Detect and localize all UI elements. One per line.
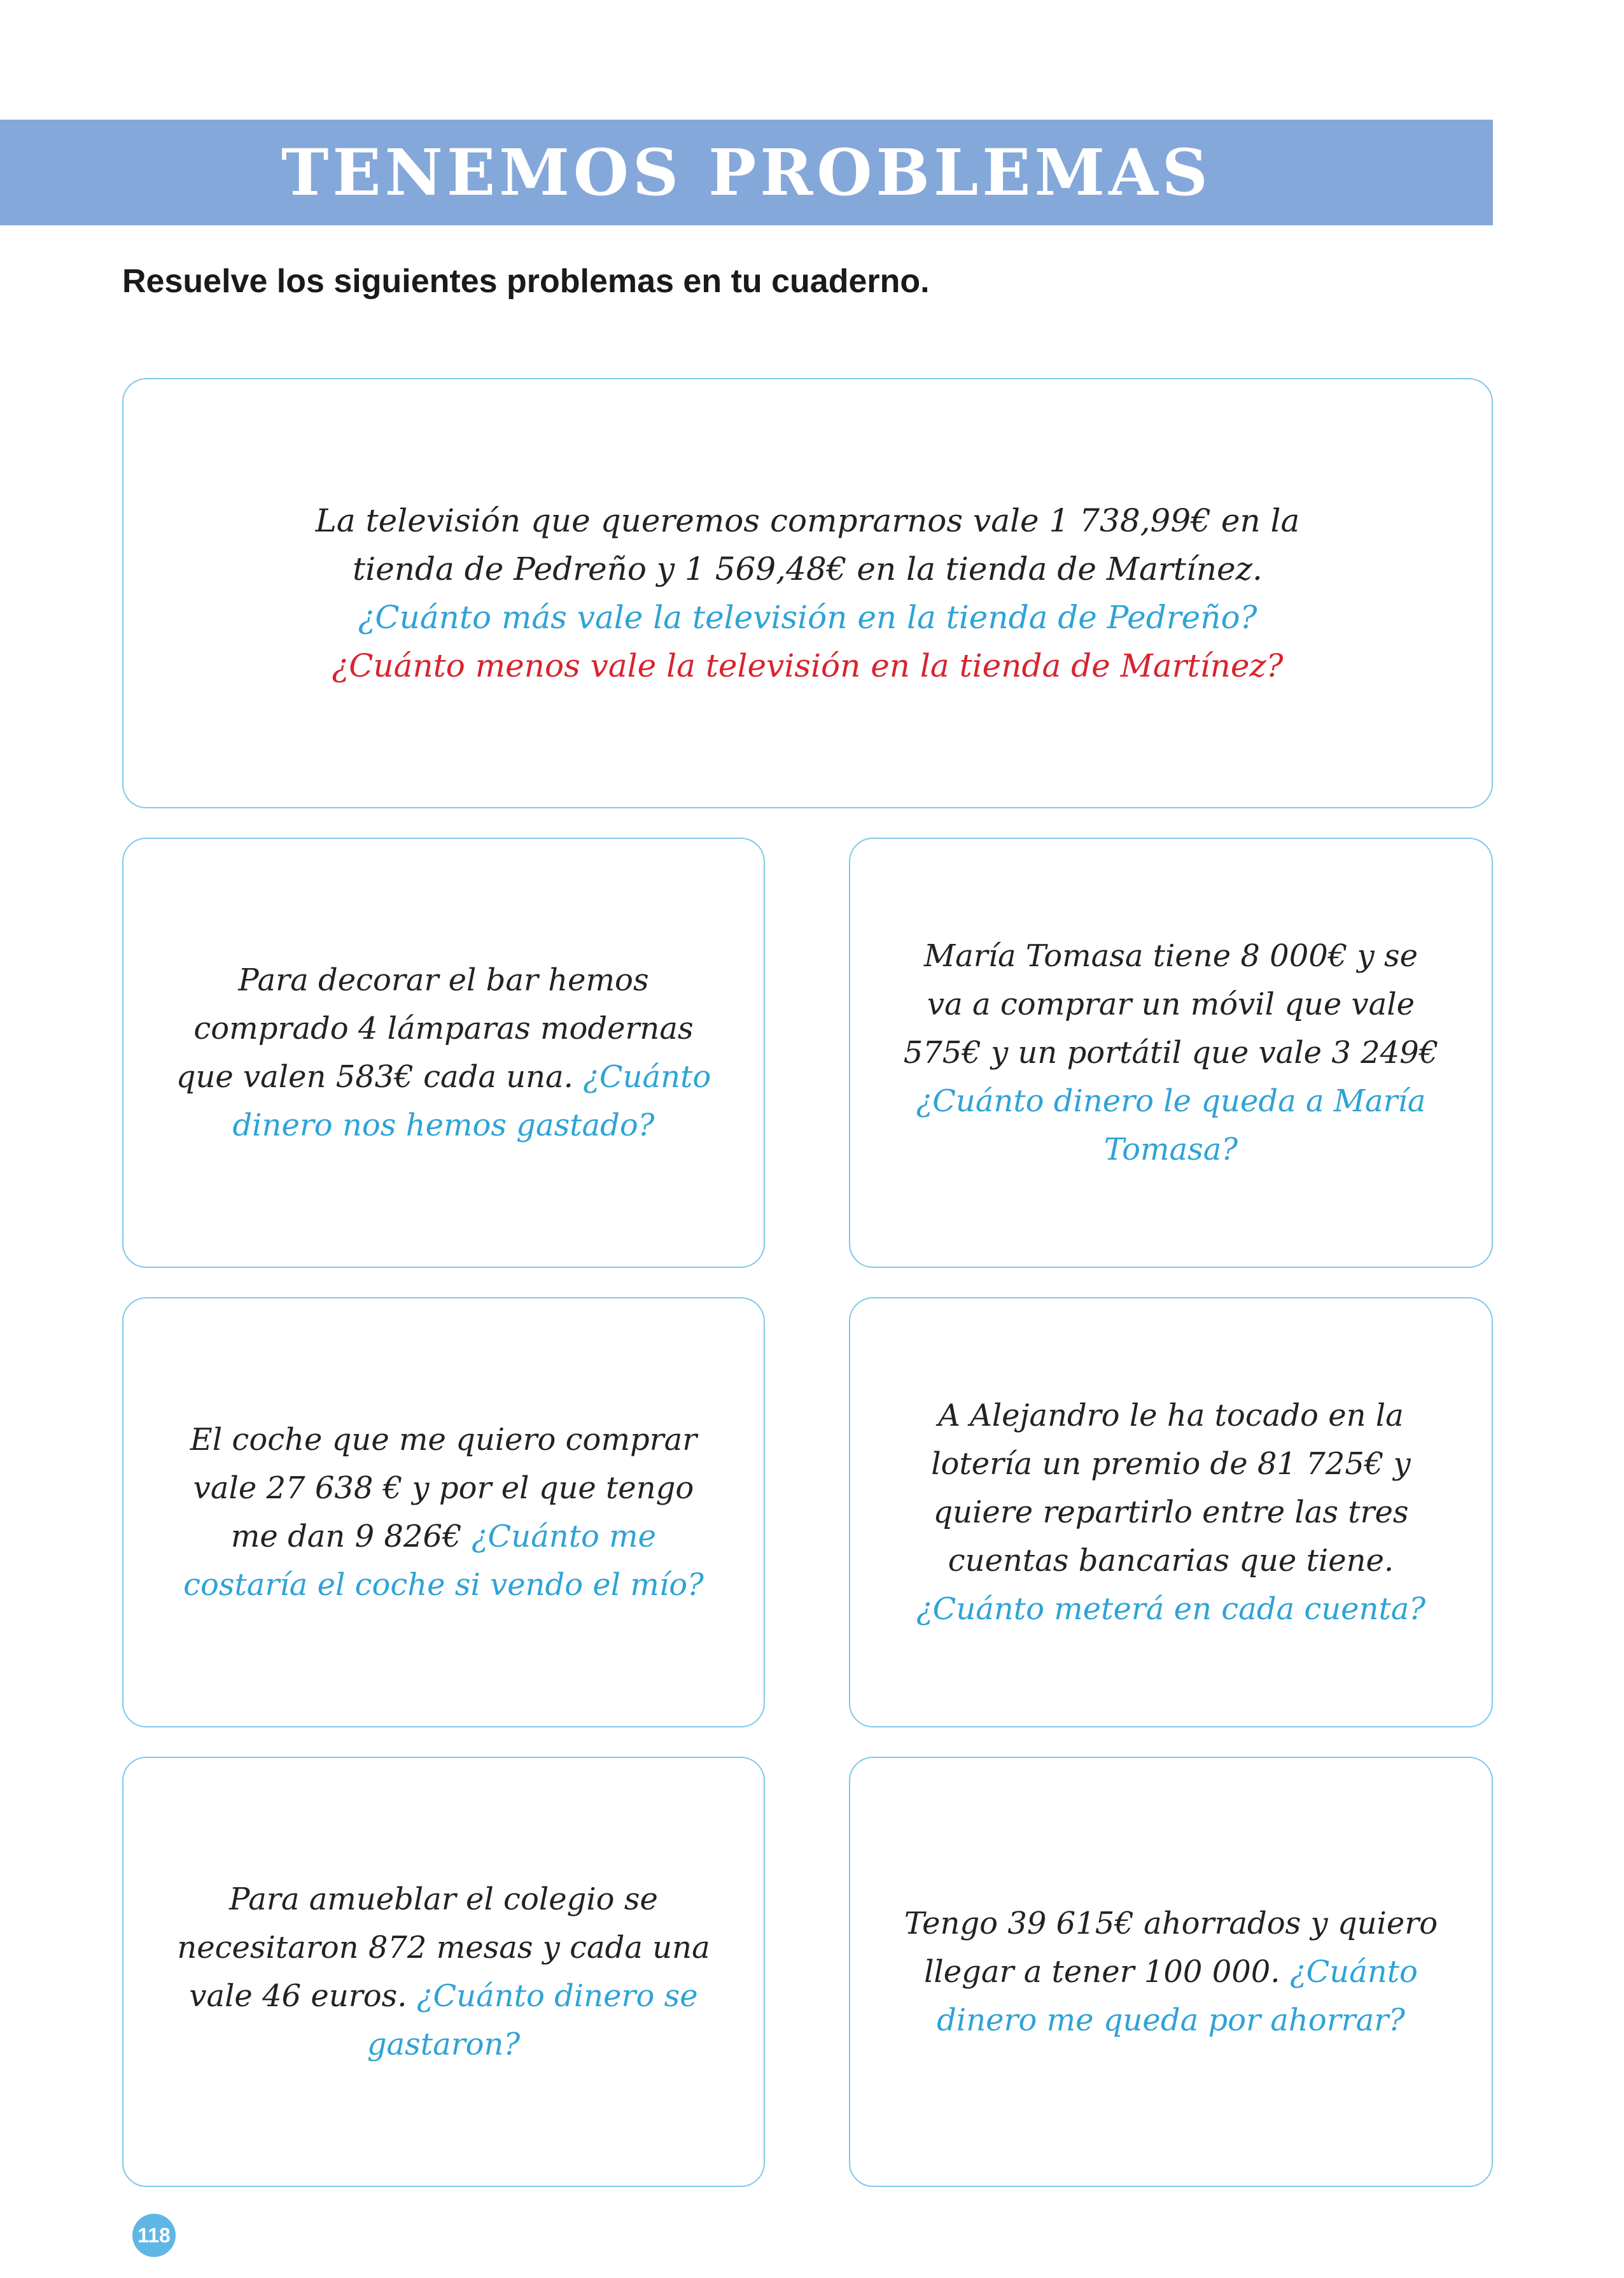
problem-card-tv: [122, 378, 1493, 808]
question-blue: dinero nos hemos gastado?: [232, 1107, 655, 1143]
problem-text-tv: La televisión que queremos comprarnos vale 1 738,99€ en la tienda de Pedreño y 1 569,48€ en la tienda de Martínez. ¿Cuánto más vale la televisión en la tienda de Pedreño? ¿Cuánto menos vale la televisión en la tienda de Martínez?: [315, 502, 1300, 684]
problem-card-maria: [849, 838, 1493, 1268]
question-blue: ¿Cuánto: [1289, 1954, 1418, 1990]
question-blue: ¿Cuánto meterá en cada cuenta?: [916, 1591, 1426, 1627]
problem-text-maria: María Tomasa tiene 8 000€ y se va a comprar un móvil que vale 575€ y un portátil que vale 3 249€ ¿Cuánto dinero le queda a María Tomasa?: [903, 938, 1439, 1167]
page-number: 118: [132, 2214, 176, 2257]
problem-text-car: El coche que me quiero comprar vale 27 638 € y por el que tengo me dan 9 826€ ¿Cuánto me costaría el coche si vendo el mío?: [183, 1422, 704, 1603]
question-blue: ¿Cuánto dinero le queda a María: [916, 1083, 1426, 1119]
question-blue: costaría el coche si vendo el mío?: [183, 1567, 704, 1603]
question-blue: ¿Cuánto más vale la televisión en la tienda de Pedreño?: [358, 599, 1257, 636]
question-blue: dinero me queda por ahorrar?: [937, 2002, 1405, 2038]
problem-card-lamps: [122, 838, 765, 1268]
question-blue: gastaron?: [367, 2027, 521, 2062]
problem-card-savings: [849, 1757, 1493, 2187]
title-banner: [0, 120, 1493, 225]
problem-card-school: [122, 1757, 765, 2187]
problem-card-car: [122, 1297, 765, 1727]
instruction-text: Resuelve los siguientes problemas en tu cuaderno.: [122, 263, 930, 300]
problem-card-lottery: [849, 1297, 1493, 1727]
problem-text-savings: Tengo 39 615€ ahorrados y quiero llegar a tener 100 000. ¿Cuánto dinero me queda por ahorrar?: [904, 1906, 1438, 2038]
question-blue: ¿Cuánto: [583, 1059, 711, 1095]
problem-text-lamps: Para decorar el bar hemos comprado 4 lámparas modernas que valen 583€ cada una. ¿Cuánto dinero nos hemos gastado?: [176, 962, 711, 1143]
problem-text-lottery: A Alejandro le ha tocado en la lotería un premio de 81 725€ y quiere repartirlo entre las tres cuentas bancarias que tiene. ¿Cuánto meterá en cada cuenta?: [916, 1398, 1426, 1627]
question-red: ¿Cuánto menos vale la televisión en la tienda de Martínez?: [332, 647, 1284, 684]
problem-text-school: Para amueblar el colegio se necesitaron 872 mesas y cada una vale 46 euros. ¿Cuánto dinero se gastaron?: [177, 1881, 710, 2062]
question-blue: ¿Cuánto dinero se: [416, 1978, 698, 2014]
question-blue: ¿Cuánto me: [471, 1519, 657, 1554]
page-title: TENEMOS PROBLEMAS: [281, 135, 1212, 210]
question-blue: Tomasa?: [1103, 1132, 1238, 1167]
